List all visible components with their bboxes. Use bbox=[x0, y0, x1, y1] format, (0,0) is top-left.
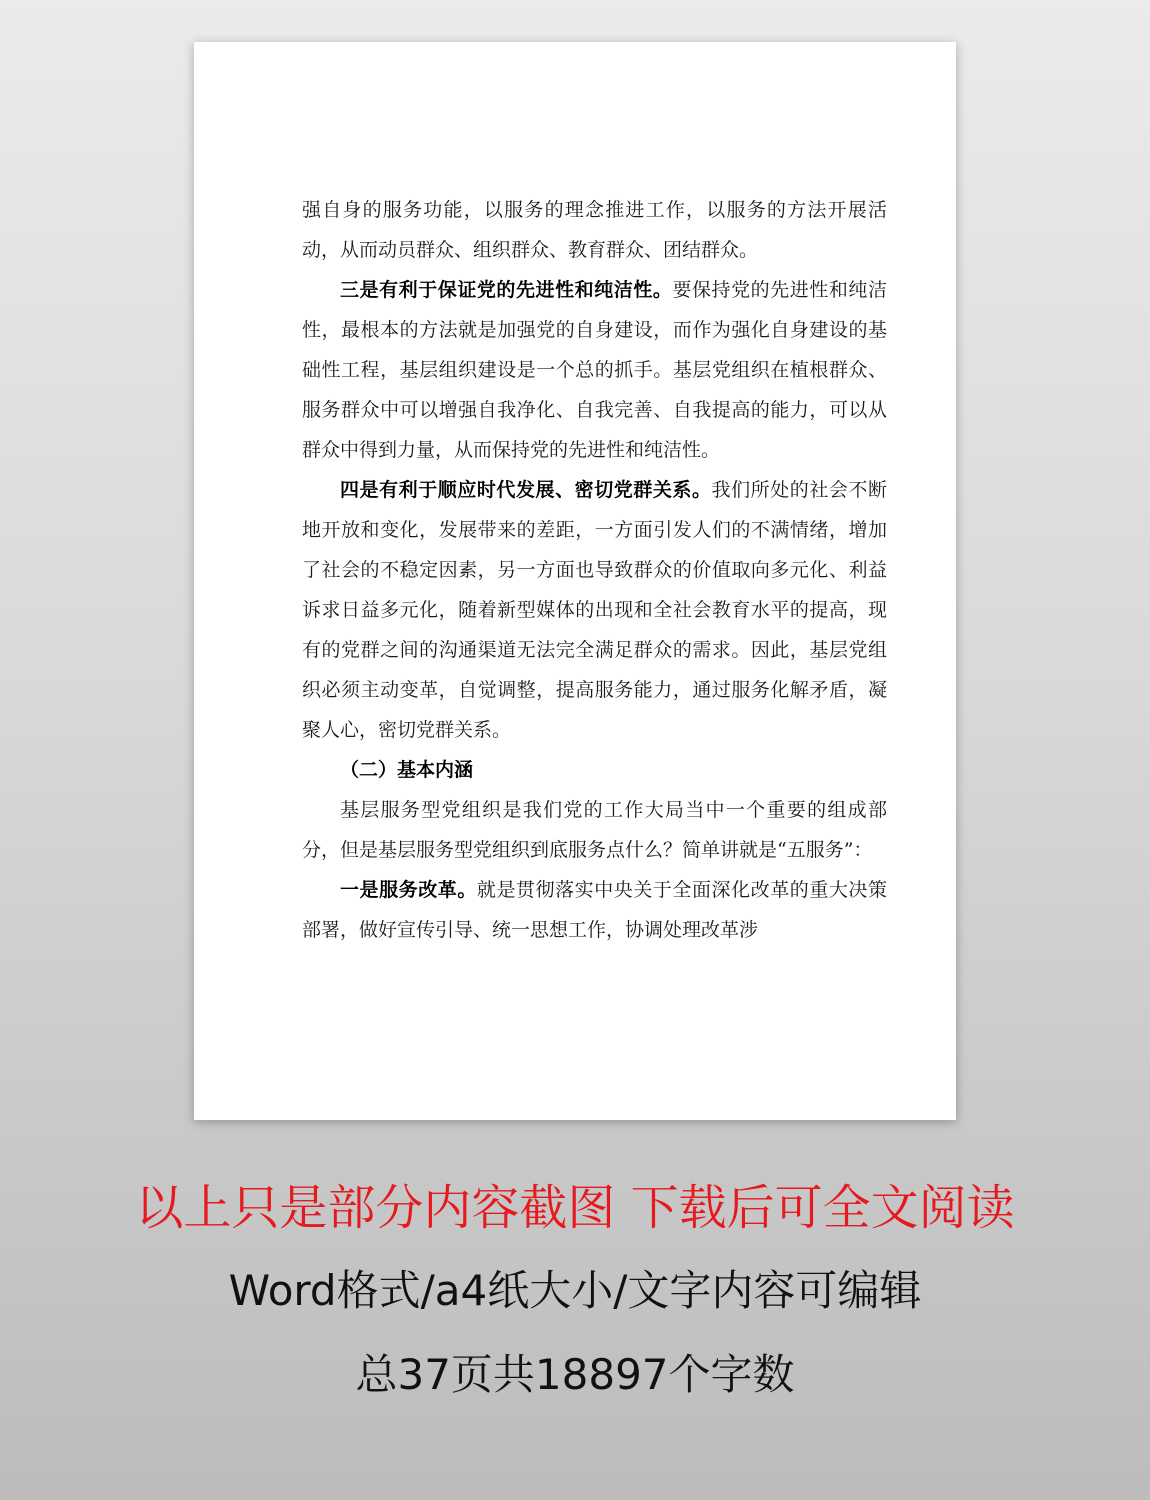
paragraph-1-text: 强自身的服务功能，以服务的理念推进工作，以服务的方法开展活动，从而动员群众、组织群众、教育群众、团结群众。 bbox=[302, 199, 887, 261]
paragraph-4-text: 基层服务型党组织是我们党的工作大局当中一个重要的组成部分，但是基层服务型党组织到底服务点什么？简单讲就是“五服务”： bbox=[302, 799, 887, 861]
paragraph-2 bbox=[302, 270, 887, 470]
paragraph-1 bbox=[302, 190, 887, 270]
paragraph-5-text: 就是贯彻落实中央关于全面深化改革的重大决策部署，做好宣传引导、统一思想工作，协调处理改革涉 bbox=[302, 879, 887, 941]
paragraph-2-text: 要保持党的先进性和纯洁性，最根本的方法就是加强党的自身建设，而作为强化自身建设的基础性工程，基层组织建设是一个总的抓手。基层党组织在植根群众、服务群众中可以增强自我净化、自我完善、自我提高的能力，可以从群众中得到力量，从而保持党的先进性和纯洁性。 bbox=[302, 279, 887, 461]
paragraph-2-lead: 三是有利于保证党的先进性和纯洁性。 bbox=[340, 279, 673, 301]
paragraph-3 bbox=[302, 470, 887, 750]
preview-notice: 以上只是部分内容截图 下载后可全文阅读 bbox=[135, 1180, 1015, 1236]
document-body bbox=[302, 190, 887, 950]
format-info: Word格式/a4纸大小/文字内容可编辑 bbox=[228, 1266, 922, 1315]
page-word-count: 总37页共18897个字数 bbox=[355, 1350, 795, 1399]
paragraph-4 bbox=[302, 790, 887, 870]
paragraph-5 bbox=[302, 870, 887, 950]
section-subheading: （二）基本内涵 bbox=[340, 759, 474, 781]
paragraph-3-text: 我们所处的社会不断地开放和变化，发展带来的差距，一方面引发人们的不满情绪，增加了社会的不稳定因素，另一方面也导致群众的价值取向多元化、利益诉求日益多元化，随着新型媒体的出现和全社会教育水平的提高，现有的党群之间的沟通渠道无法完全满足群众的需求。因此，基层党组织必须主动变革，自觉调整，提高服务能力，通过服务化解矛盾，凝聚人心，密切党群关系。 bbox=[302, 479, 887, 741]
paragraph-5-lead: 一是服务改革。 bbox=[340, 879, 477, 901]
paragraph-3-lead: 四是有利于顺应时代发展、密切党群关系。 bbox=[340, 479, 712, 501]
document-page bbox=[194, 42, 956, 1120]
